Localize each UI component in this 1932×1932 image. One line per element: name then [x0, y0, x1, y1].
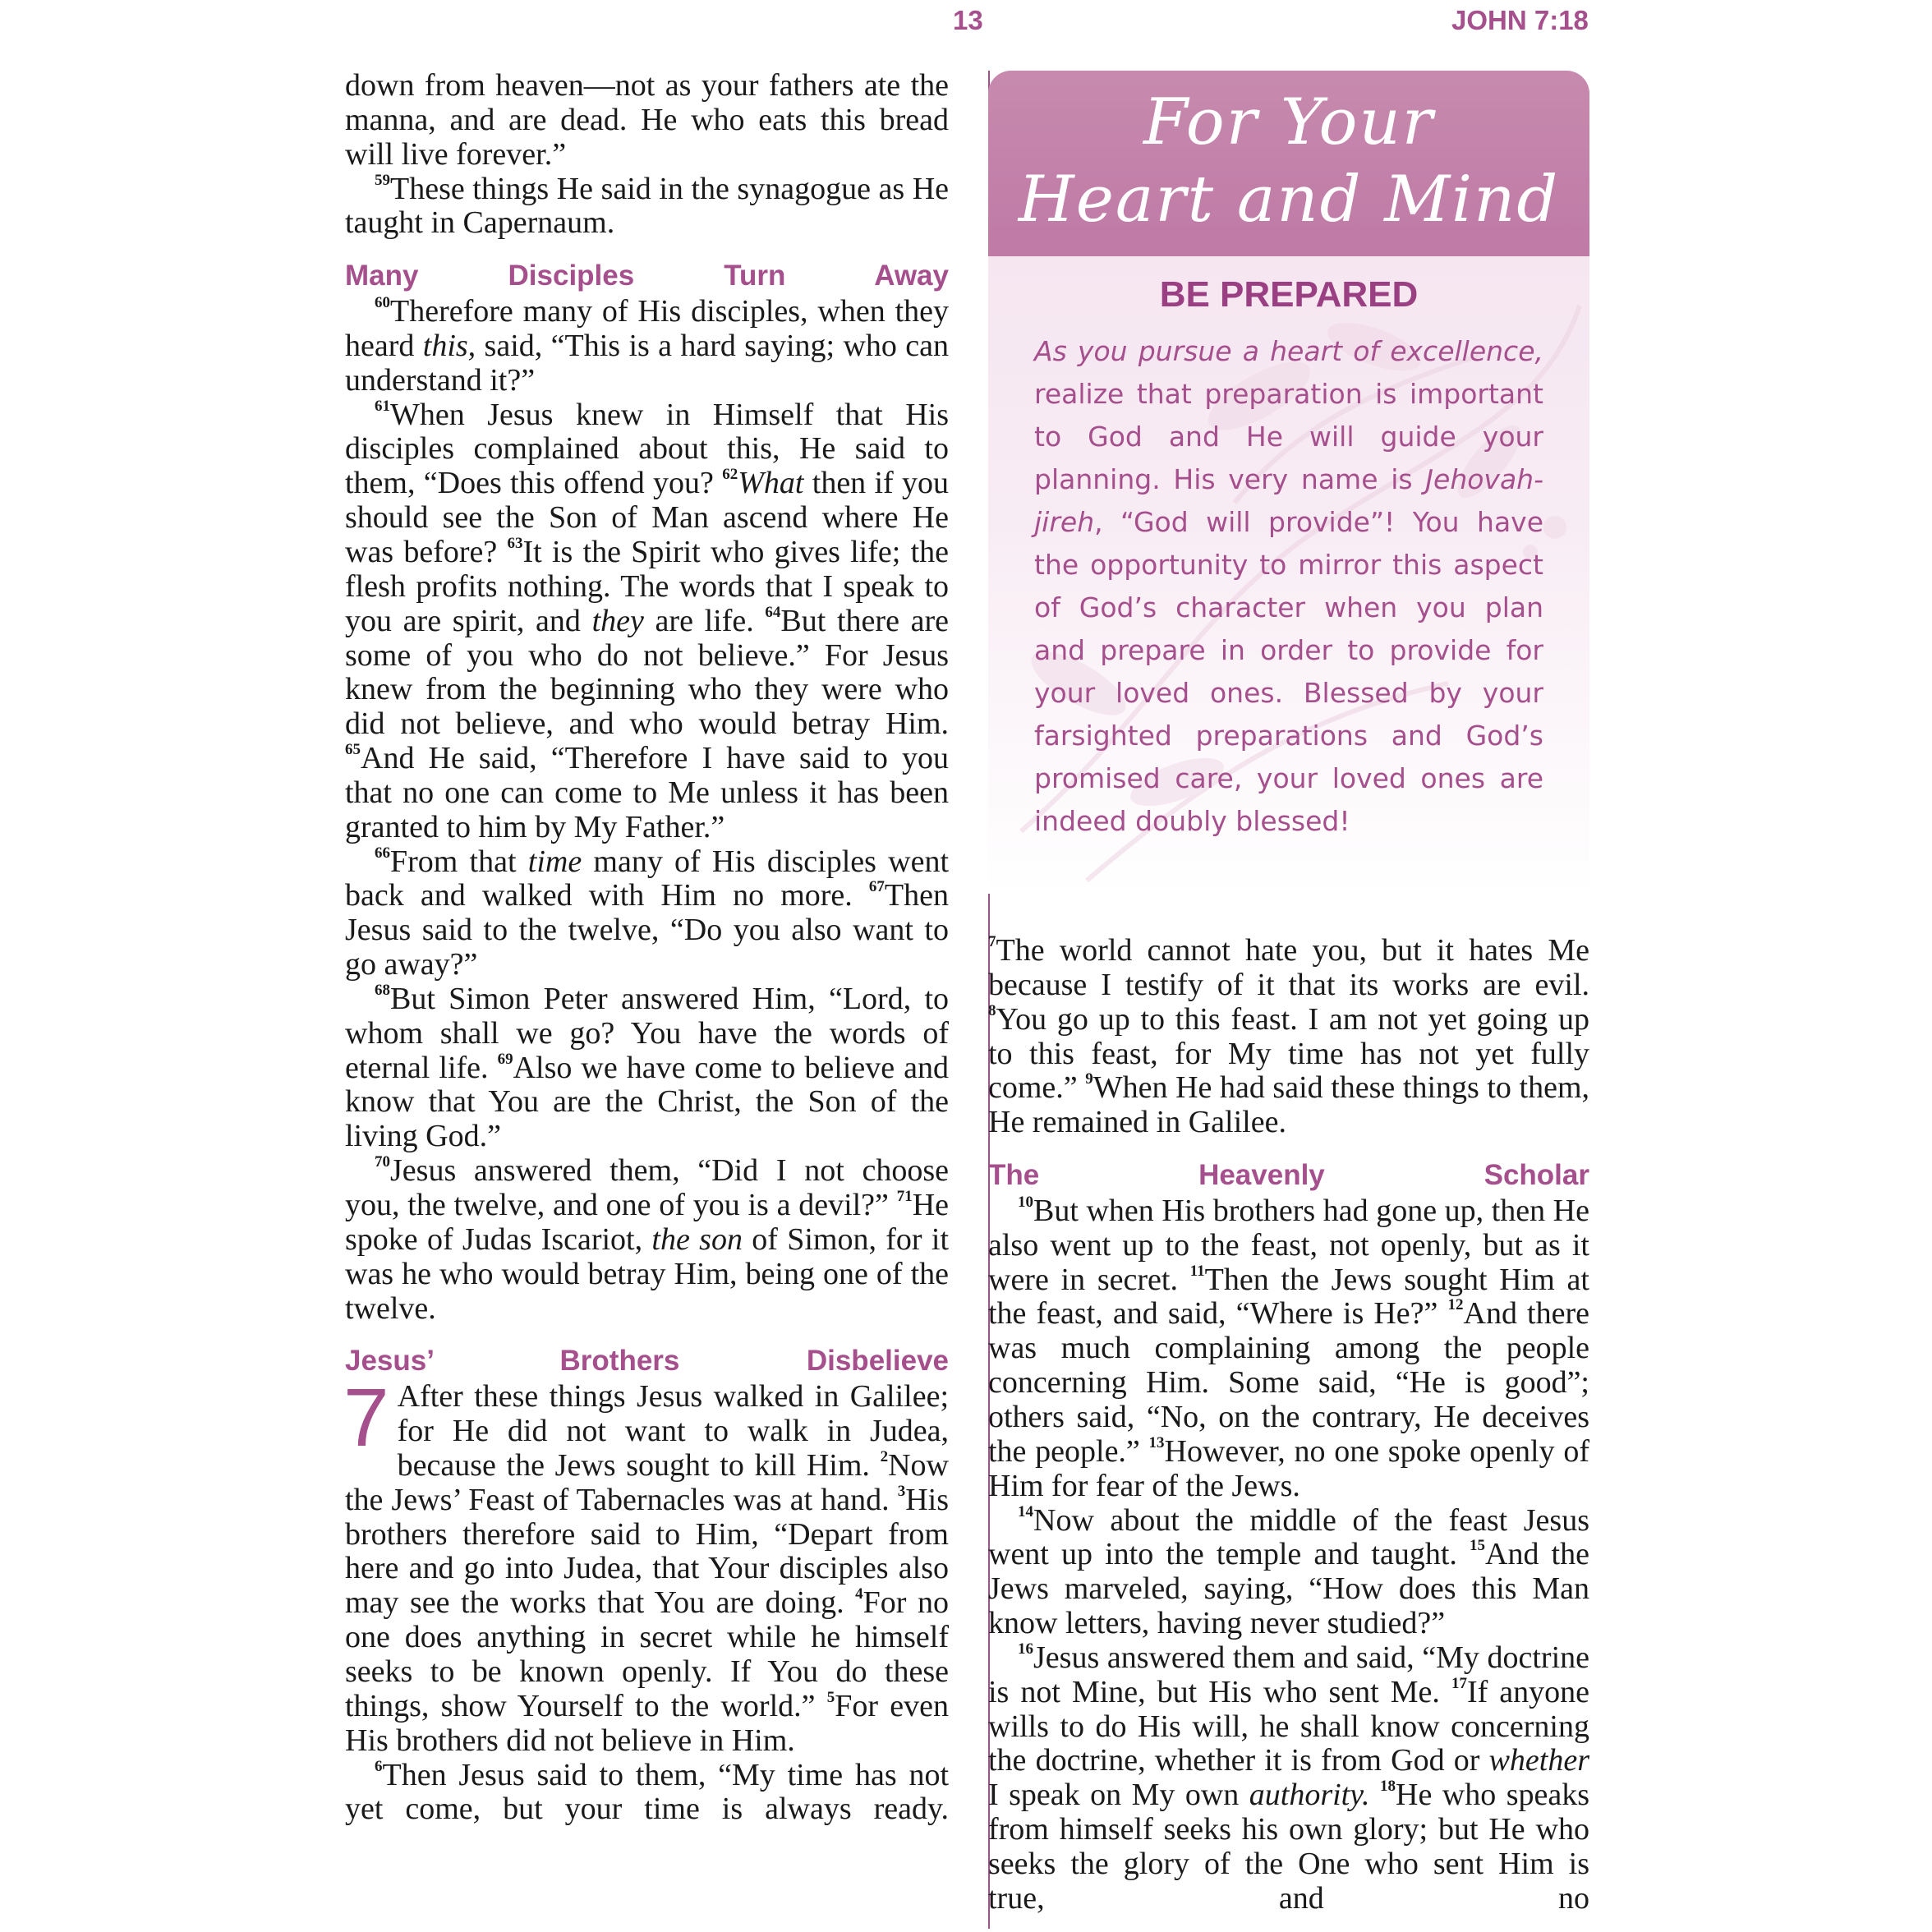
right-column — [988, 934, 1589, 1916]
running-reference: JOHN 7:18 — [1451, 5, 1589, 35]
left-column — [345, 69, 949, 1827]
verses-16-18: $^{16}$Jesus answered them and said, “My doctrine is not Mine, but His who sent Me. $^{17}$If anyone wills to do His will, he shall know concerning the doctrine, whether it is from God or whether I speak on My own authority. $^{18}$He who speaks from himself seeks his own glory; but He who seeks the glory of the One who sent Him is true, and no — [988, 1640, 1590, 1916]
page-number: 13 — [953, 5, 983, 35]
verses-61-65: $^{61}$When Jesus knew in Himself that His disciples complained about this, He said to them, “Does this offend you? $^{62}$What then if you should see the Son of Man ascend where He was before? $^{63}$It is the Spirit who gives life; the flesh profits nothing. The words that I speak to you are spirit, and they are life. $^{64}$But there are some of you who do not believe.” For Jesus knew from the beginning who they were who did not believe, and who would betray Him. $^{65}$And He said, “Therefore I have said to you that no one can come to Me unless it has been granted to him by My Father.” — [345, 397, 950, 844]
chapter-number: 7 — [343, 1372, 389, 1465]
sidebar-title: BE PREPARED — [1159, 274, 1419, 315]
verses-10-13: $^{10}$But when His brothers had gone up, then He also went up to the feast, not openly, but as it were in secret. $^{11}$Then the Jews sought Him at the feast, and said, “Where is He?” $^{12}$And there was much complaining among the people concerning Him. Some said, “He is good”; others said, “No, on the contrary, He deceives the people.” $^{13}$However, no one spoke openly of Him for fear of the Jews. — [988, 1193, 1589, 1503]
section-heading-heavenly-scholar: The Heavenly Scholar — [988, 1159, 1589, 1192]
verses-7-9: $^7$The world cannot hate you, but it hates Me because I testify of it that its works are evil. $^8$You go up to this feast. I am not yet going up to this feast, for My time has not yet fully come.” $^9$When He had said these things to them, He remained in Galilee. — [988, 933, 1590, 1140]
verse-59: $^{59}$These things He said in the synagogue as He taught in Capernaum. — [345, 171, 949, 241]
verses-68-69: $^{68}$But Simon Peter answered Him, “Lord, to whom shall we go? You have the words of eternal life. $^{69}$Also we have come to believe and know that You are the Christ, the Son of the living God.” — [345, 981, 949, 1154]
verse-58-continued: down from heaven—not as your fathers ate the manna, and are dead. He who eats this bread will live forever.” — [345, 68, 949, 172]
verses-66-67: $^{66}$From that time many of His disciples went back and walked with Him no more. $^{67}$Then Jesus said to the twelve, “Do you also want to go away?” — [345, 844, 949, 982]
section-heading-disciples-turn-away: Many Disciples Turn Away — [345, 260, 949, 292]
heart-and-mind-sidebar — [988, 71, 1589, 894]
verse-60: $^{60}$Therefore many of His disciples, when they heard this, said, “This is a hard saying; who can understand it?” — [345, 294, 949, 398]
sidebar-body: As you pursue a heart of excellence, realize that preparation is important to God and He will guide your planning. His very name is Jehovah-jireh, “God will provide”! You have the opportunity to mirror this aspect of God’s character when you plan and prepare in order to provide for your loved ones. Blessed by your farsighted preparations and God’s promised care, your loved ones are indeed doubly blessed! — [1034, 335, 1543, 837]
verses-70-71: $^{70}$Jesus answered them, “Did I not choose you, the twelve, and one of you is a devil?” $^{71}$He spoke of Judas Iscariot, the son of Simon, for it was he who would betray Him, being one of the twelve. — [345, 1153, 950, 1326]
sidebar-title-band — [988, 71, 1589, 256]
chapter-7-opening: 7 After these things Jesus walked in Galilee; for He did not want to walk in Judea, because the Jews sought to kill Him. $^2$Now the Jews’ Feast of Tabernacles was at hand. $^3$His brothers therefore said to Him, “Depart from here and go into Judea, that Your disciples also may see the works that You are doing. $^4$For no one does anything in secret while he himself seeks to be known openly. If You do these things, show Yourself to the world.” $^5$For even His brothers did not believe in Him. — [343, 1372, 949, 1758]
sidebar-script-line-2: Heart and Mind — [1018, 163, 1560, 237]
verses-14-15: $^{14}$Now about the middle of the feast Jesus went up into the temple and taught. $^{15}$And the Jews marveled, saying, “How does this Man know letters, having never studied?” — [988, 1502, 1589, 1641]
verse-6: $^6$Then Jesus said to them, “My time has not yet come, but your time is always ready. — [345, 1757, 949, 1827]
sidebar-script-line-1: For Your — [1143, 85, 1435, 159]
section-heading-brothers-disbelieve: Jesus’ Brothers Disbelieve — [345, 1345, 949, 1378]
